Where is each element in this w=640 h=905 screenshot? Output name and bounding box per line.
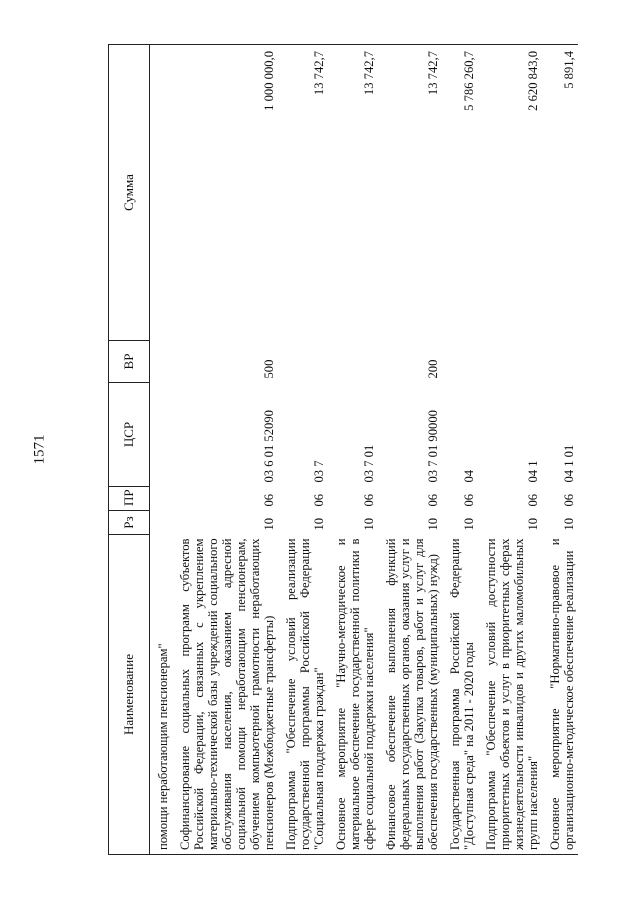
- table-row: [378, 45, 442, 855]
- row-name: Подпрограмма "Обеспечение условий реализации государственной программы Российской Федерации "Социальная поддержка граждан": [278, 535, 328, 855]
- row-vr: [278, 341, 328, 383]
- header-rz: Рз: [109, 511, 150, 535]
- row-name: Государственная программа Российской Федерации "Доступная среда" на 2011 - 2020 годы: [442, 535, 478, 855]
- header-row: [109, 45, 150, 855]
- header-vr: ВР: [109, 341, 150, 383]
- row-sum: 1 000 000,0: [172, 45, 278, 341]
- row-pr: 06: [562, 493, 576, 507]
- row-sum: 5 786 260,7: [442, 45, 478, 341]
- row-pr: 06: [262, 493, 276, 507]
- table-row: [150, 45, 173, 855]
- row-csr: 03 7: [312, 460, 326, 483]
- row-sum: 13 742,7: [278, 45, 328, 341]
- row-pr: [150, 487, 173, 511]
- row-pr: 06: [462, 493, 476, 507]
- row-vr: [542, 341, 578, 383]
- table-row: [442, 45, 478, 855]
- row-vr: [442, 341, 478, 383]
- header-csr: ЦСР: [109, 383, 150, 487]
- row-pr: 06: [312, 493, 326, 507]
- row-rz: 10: [426, 517, 440, 531]
- table-row: [328, 45, 378, 855]
- row-csr: 03 7 01: [362, 444, 376, 483]
- row-csr: 04: [462, 469, 476, 483]
- row-sum: 5 891,4: [542, 45, 578, 341]
- header-pr: ПР: [109, 487, 150, 511]
- rotated-table-container: [108, 45, 608, 855]
- row-vr: 200: [426, 359, 440, 379]
- table-row: [278, 45, 328, 855]
- row-name: помощи неработающим пенсионерам": [150, 535, 173, 855]
- row-rz: 10: [262, 517, 276, 531]
- table-row: [542, 45, 578, 855]
- row-name: Основное мероприятие "Научно-методическое и материальное обеспечение государственной политики в сфере социальной поддержки населения": [328, 535, 378, 855]
- header-sum: Сумма: [109, 45, 150, 341]
- row-vr: 500: [262, 359, 276, 379]
- page-number: 1571: [31, 434, 48, 465]
- row-rz: 10: [312, 517, 326, 531]
- row-sum: 2 620 843,0: [478, 45, 542, 341]
- row-name: Основное мероприятие "Нормативно-правовое и организационно-методическое обеспечение реализации: [542, 535, 578, 855]
- row-name: Финансовое обеспечение выполнения функций федеральных государственных органов, оказания услуг и выполнения работ (Закупка товаров, работ и услуг для обеспечения государственных (муниципальных) нужд): [378, 535, 442, 855]
- row-sum: [150, 45, 173, 341]
- row-sum: 13 742,7: [378, 45, 442, 341]
- row-csr: [150, 383, 173, 487]
- row-rz: 10: [362, 517, 376, 531]
- row-name: Софинансирование социальных программ субъектов Российской Федерации, связанных с укреплением материально-технической базы учреждений социального обслуживания населения, оказанием адресной социальной помощи неработающим пенсионерам, обучением компьютерной грамотности неработающих пенсионеров (Межбюджетные трансферты): [172, 535, 278, 855]
- row-csr: 03 7 01 90000: [426, 410, 440, 483]
- header-name: Наименование: [109, 535, 150, 855]
- row-rz: 10: [462, 517, 476, 531]
- row-pr: 06: [362, 493, 376, 507]
- row-rz: 10: [562, 517, 576, 531]
- row-rz: [150, 511, 173, 535]
- row-rz: 10: [526, 517, 540, 531]
- budget-table: [108, 44, 578, 855]
- row-name: Подпрограмма "Обеспечение условий доступности приоритетных объектов и услуг в приоритетных сферах жизнедеятельности инвалидов и других маломобильных групп населения": [478, 535, 542, 855]
- row-csr: 03 6 01 52090: [262, 410, 276, 483]
- table-row: [478, 45, 542, 855]
- row-csr: 04 1 01: [562, 444, 576, 483]
- table-row: [172, 45, 278, 855]
- row-csr: 04 1: [526, 460, 540, 483]
- row-pr: 06: [526, 493, 540, 507]
- row-sum: 13 742,7: [328, 45, 378, 341]
- row-vr: [150, 341, 173, 383]
- row-vr: [328, 341, 378, 383]
- row-pr: 06: [426, 493, 440, 507]
- row-vr: [478, 341, 542, 383]
